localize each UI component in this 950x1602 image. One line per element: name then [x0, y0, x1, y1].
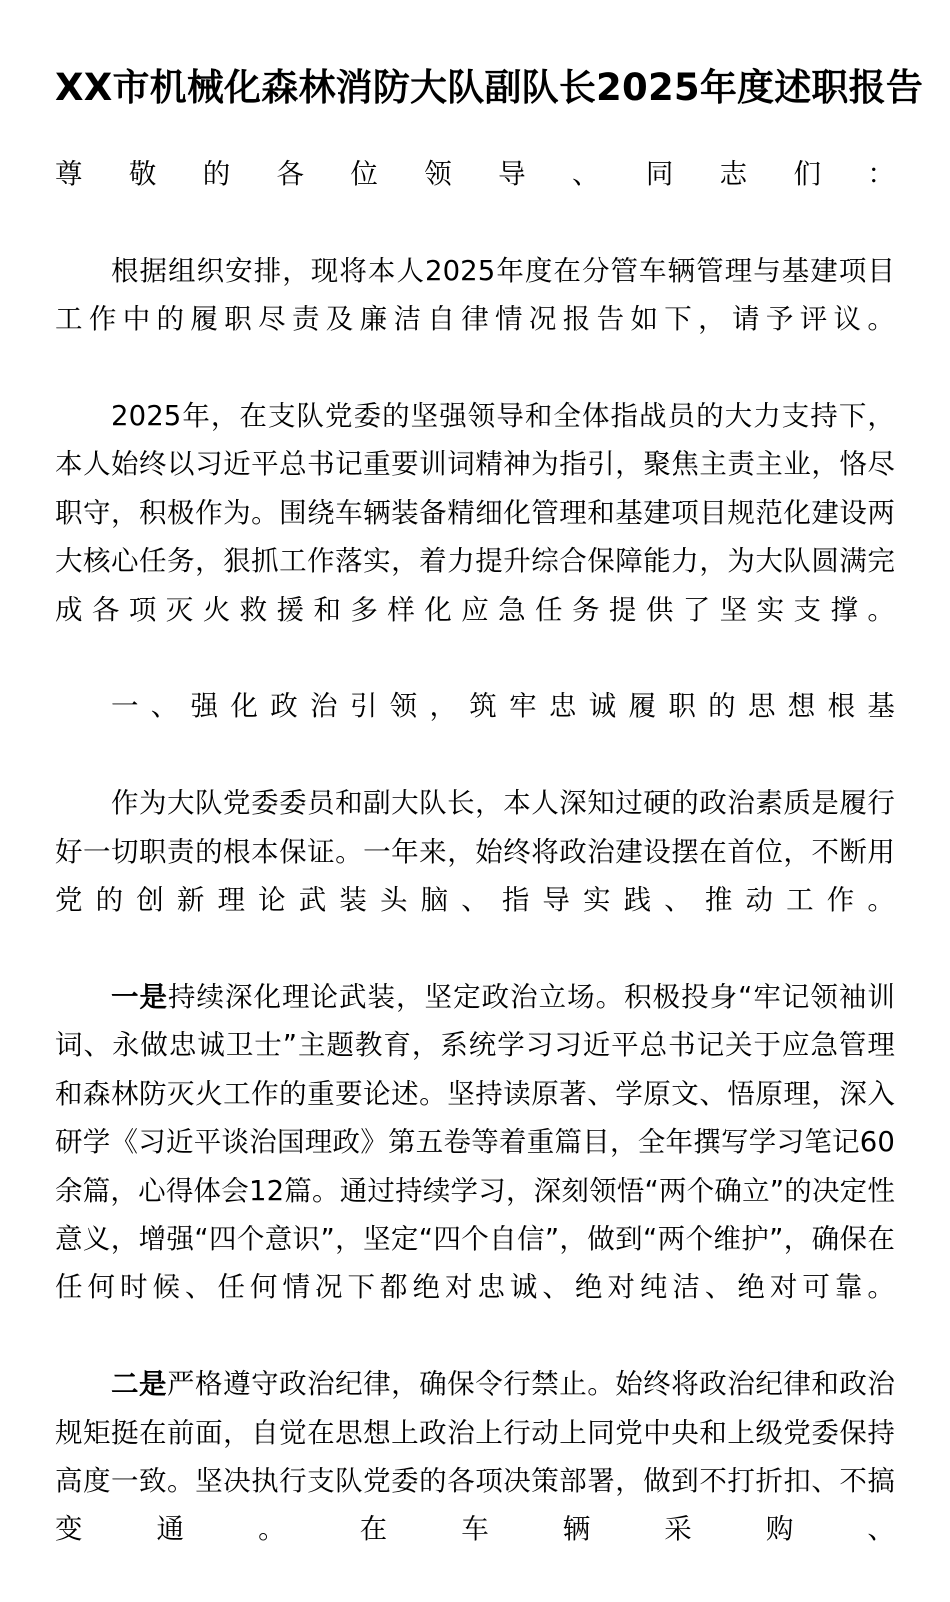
salutation-line: 尊敬的各位领导、同志们：	[55, 158, 895, 190]
list-item-1-body: 持续深化理论武装，坚定政治立场。积极投身“牢记领袖训词、永做忠诚卫士”主题教育，系统学习习近平总书记关于应急管理和森林防灭火工作的重要论述。坚持读原著、学原文、悟原理，深入研学《习近平谈治国理政》第五卷等着重篇目，全年撰写学习笔记60余篇，心得体会12篇。通过持续学习，深刻领悟“两个确立”的决定性意义，增强“四个意识”，坚定“四个自信”，做到“两个维护”，确保在任何时候、任何情况下都绝对忠诚、绝对纯洁、绝对可靠。	[55, 980, 895, 1304]
list-item-2	[55, 1360, 895, 1602]
document-body	[55, 150, 895, 1602]
page-title: XX市机械化森林消防大队副队长2025年度述职报告	[55, 66, 924, 109]
list-item-1	[55, 973, 895, 1360]
paragraph-1: 根据组织安排，现将本人2025年度在分管车辆管理与基建项目工作中的履职尽责及廉洁自律情况报告如下，请予评议。	[55, 254, 895, 336]
paragraph-2: 2025年，在支队党委的坚强领导和全体指战员的大力支持下，本人始终以习近平总书记重要训词精神为指引，聚焦主责主业，恪尽职守，积极作为。围绕车辆装备精细化管理和基建项目规范化建设两大核心任务，狠抓工作落实，着力提升综合保障能力，为大队圆满完成各项灭火救援和多样化应急任务提供了坚实支撑。	[55, 400, 895, 626]
section-heading-1: 一、强化政治引领，筑牢忠诚履职的思想根基	[111, 690, 895, 723]
list-item-1-lead: 一是	[111, 980, 169, 1013]
list-item-2-body: 严格遵守政治纪律，确保令行禁止。始终将政治纪律和政治规矩挺在前面，自觉在思想上政治上行动上同党中央和上级党委保持高度一致。坚决执行支队党委的各项决策部署，做到不打折扣、不搞变通。在车辆采购、	[55, 1368, 895, 1546]
list-item-2-lead: 二是	[111, 1368, 168, 1401]
paragraph-3: 作为大队党委委员和副大队长，本人深知过硬的政治素质是履行好一切职责的根本保证。一年来，始终将政治建设摆在首位，不断用党的创新理论武装头脑、指导实践、推动工作。	[55, 787, 895, 917]
